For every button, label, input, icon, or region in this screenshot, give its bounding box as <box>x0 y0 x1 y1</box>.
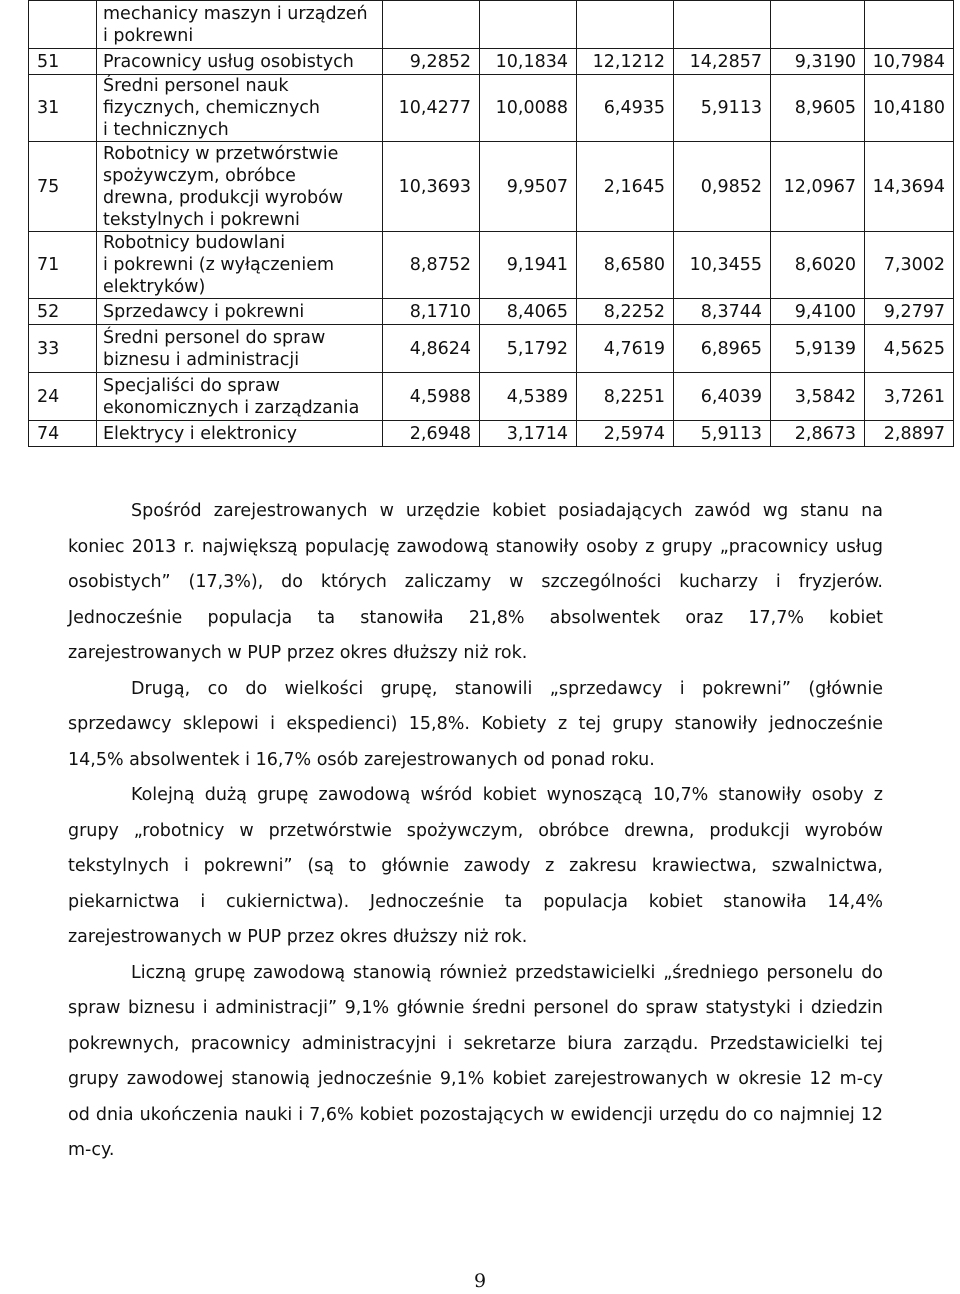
value-cell: 3,7261 <box>865 373 954 421</box>
value-cell: 4,5625 <box>865 325 954 373</box>
value-cell: 8,2251 <box>577 373 674 421</box>
value-cell: 10,1834 <box>480 49 577 75</box>
occupation-code: 74 <box>29 421 97 447</box>
occupation-name: Robotnicy budowlani i pokrewni (z wyłączeniem elektryków) <box>97 232 383 299</box>
value-cell: 2,1645 <box>577 142 674 232</box>
value-cell: 3,5842 <box>771 373 865 421</box>
paragraph: Spośród zarejestrowanych w urzędzie kobiet posiadających zawód wg stanu na koniec 2013 r. największą populację zawodową stanowiły osoby z grupy „pracownicy usług osobistych” (17,3%), do których zaliczamy w szczególności kucharzy i fryzjerów. Jednocześnie populacja ta stanowiła 21,8% absolwentek oraz 17,7% kobiet zarejestrowanych w PUP przez okres dłuższy niż rok. <box>68 501 883 663</box>
value-cell: 2,8673 <box>771 421 865 447</box>
value-cell: 10,0088 <box>480 75 577 142</box>
value-cell: 10,3455 <box>674 232 771 299</box>
value-cell: 10,4180 <box>865 75 954 142</box>
value-cell <box>383 1 480 49</box>
value-cell: 5,9139 <box>771 325 865 373</box>
value-cell <box>480 1 577 49</box>
value-cell: 6,8965 <box>674 325 771 373</box>
value-cell: 3,1714 <box>480 421 577 447</box>
value-cell: 2,5974 <box>577 421 674 447</box>
paragraph: Drugą, co do wielkości grupę, stanowili „sprzedawcy i pokrewni” (głównie sprzedawcy sklepowi i ekspedienci) 15,8%. Kobiety z tej grupy stanowiły jednocześnie 14,5% absolwentek i 16,7% osób zarejestrowanych od ponad roku. <box>68 678 883 770</box>
value-cell: 9,4100 <box>771 299 865 325</box>
occupation-code: 24 <box>29 373 97 421</box>
value-cell: 10,4277 <box>383 75 480 142</box>
value-cell: 14,2857 <box>674 49 771 75</box>
table-row <box>29 325 954 373</box>
occupation-name: Pracownicy usług osobistych <box>97 49 383 75</box>
value-cell: 8,6020 <box>771 232 865 299</box>
value-cell: 6,4039 <box>674 373 771 421</box>
table-row <box>29 421 954 447</box>
table-row <box>29 373 954 421</box>
occupation-name: mechanicy maszyn i urządzeń i pokrewni <box>97 1 383 49</box>
value-cell: 8,9605 <box>771 75 865 142</box>
value-cell: 0,9852 <box>674 142 771 232</box>
value-cell: 4,7619 <box>577 325 674 373</box>
occupation-code: 31 <box>29 75 97 142</box>
value-cell: 8,3744 <box>674 299 771 325</box>
value-cell: 9,1941 <box>480 232 577 299</box>
table-row <box>29 232 954 299</box>
occupation-table <box>28 0 954 447</box>
value-cell: 4,8624 <box>383 325 480 373</box>
value-cell: 12,0967 <box>771 142 865 232</box>
value-cell: 5,9113 <box>674 421 771 447</box>
value-cell <box>577 1 674 49</box>
value-cell: 2,8897 <box>865 421 954 447</box>
occupation-name: Średni personel nauk fizycznych, chemicznych i technicznych <box>97 75 383 142</box>
value-cell: 8,6580 <box>577 232 674 299</box>
value-cell: 4,5988 <box>383 373 480 421</box>
value-cell: 9,9507 <box>480 142 577 232</box>
value-cell: 8,4065 <box>480 299 577 325</box>
table-row <box>29 75 954 142</box>
value-cell <box>674 1 771 49</box>
occupation-code: 75 <box>29 142 97 232</box>
occupation-name: Robotnicy w przetwórstwie spożywczym, obróbce drewna, produkcji wyrobów tekstylnych i pokrewni <box>97 142 383 232</box>
paragraph: Liczną grupę zawodową stanowią również przedstawicielki „średniego personelu do spraw biznesu i administracji” 9,1% głównie średni personel do spraw statystyki i dziedzin pokrewnych, pracownicy administracyjni i sekretarze biura zarządu. Przedstawicielki tej grupy zawodowej stanowią jednocześnie 9,1% kobiet zarejestrowanych w okresie 12 m-cy od dnia ukończenia nauki i 7,6% kobiet pozostających w ewidencji urzędu do co najmniej 12 m-cy. <box>68 962 883 1160</box>
value-cell: 10,7984 <box>865 49 954 75</box>
value-cell: 8,1710 <box>383 299 480 325</box>
page-number: 9 <box>473 1270 487 1292</box>
value-cell: 5,9113 <box>674 75 771 142</box>
table-row <box>29 142 954 232</box>
value-cell: 14,3694 <box>865 142 954 232</box>
body-text <box>68 494 883 1169</box>
value-cell: 7,3002 <box>865 232 954 299</box>
occupation-code <box>29 1 97 49</box>
occupation-name: Specjaliści do spraw ekonomicznych i zarządzania <box>97 373 383 421</box>
value-cell <box>865 1 954 49</box>
occupation-name: Średni personel do spraw biznesu i administracji <box>97 325 383 373</box>
value-cell: 4,5389 <box>480 373 577 421</box>
table-row <box>29 49 954 75</box>
value-cell: 8,2252 <box>577 299 674 325</box>
value-cell: 9,2852 <box>383 49 480 75</box>
occupation-code: 52 <box>29 299 97 325</box>
table-row <box>29 299 954 325</box>
occupation-code: 71 <box>29 232 97 299</box>
value-cell: 9,2797 <box>865 299 954 325</box>
value-cell: 9,3190 <box>771 49 865 75</box>
occupation-name: Elektrycy i elektronicy <box>97 421 383 447</box>
value-cell <box>771 1 865 49</box>
occupation-code: 51 <box>29 49 97 75</box>
value-cell: 10,3693 <box>383 142 480 232</box>
value-cell: 5,1792 <box>480 325 577 373</box>
value-cell: 2,6948 <box>383 421 480 447</box>
paragraph: Kolejną dużą grupę zawodową wśród kobiet wynoszącą 10,7% stanowiły osoby z grupy „robotnicy w przetwórstwie spożywczym, obróbce drewna, produkcji wyrobów tekstylnych i pokrewni” (są to głównie zawody z zakresu krawiectwa, szwalnictwa, piekarnictwa i cukiernictwa). Jednocześnie ta populacja kobiet stanowiła 14,4% zarejestrowanych w PUP przez okres dłuższy niż rok. <box>68 785 883 947</box>
table-row <box>29 1 954 49</box>
value-cell: 12,1212 <box>577 49 674 75</box>
table-body <box>29 1 954 447</box>
occupation-code: 33 <box>29 325 97 373</box>
value-cell: 8,8752 <box>383 232 480 299</box>
occupation-name: Sprzedawcy i pokrewni <box>97 299 383 325</box>
value-cell: 6,4935 <box>577 75 674 142</box>
